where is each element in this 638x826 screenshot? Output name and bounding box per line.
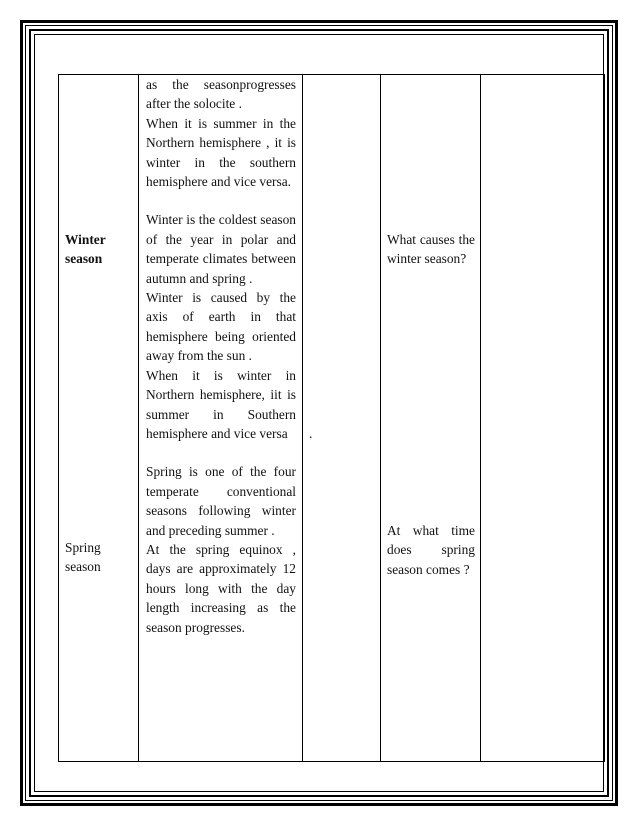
winter-label: Winter season — [65, 232, 106, 267]
spring-paragraph: Spring is one of the four temperate conventional seasons following winter and preceding summer . — [146, 464, 296, 538]
content-paragraph: as the seasonprogresses after the solocite . — [146, 77, 296, 112]
notes-column — [303, 75, 381, 762]
table-row — [59, 75, 605, 762]
winter-question: What causes the winter season? — [387, 232, 475, 267]
lesson-table — [58, 74, 605, 762]
spring-question: At what time does spring season comes ? — [387, 522, 475, 577]
questions-column — [381, 75, 481, 762]
winter-paragraph: When it is winter in Northern hemisphere, iit is summer in Southern hemisphere and vice versa — [146, 367, 296, 441]
content-column — [139, 75, 303, 762]
season-label-column — [59, 75, 139, 762]
spring-label: Spring season — [65, 539, 101, 575]
winter-paragraph: Winter is caused by the axis of earth in that hemisphere being oriented away from the sun . — [146, 290, 296, 364]
winter-paragraph: Winter is the coldest season of the year in polar and temperate climates between autumn and spring . — [146, 212, 296, 286]
content-paragraph: When it is summer in the Northern hemisphere , it is winter in the southern hemisphere and vice versa. — [146, 115, 296, 190]
dot-mark: . — [309, 426, 313, 441]
empty-column — [481, 75, 605, 762]
spring-paragraph: At the spring equinox , days are approximately 12 hours long with the day length increasing as the season progresses. — [146, 541, 296, 635]
